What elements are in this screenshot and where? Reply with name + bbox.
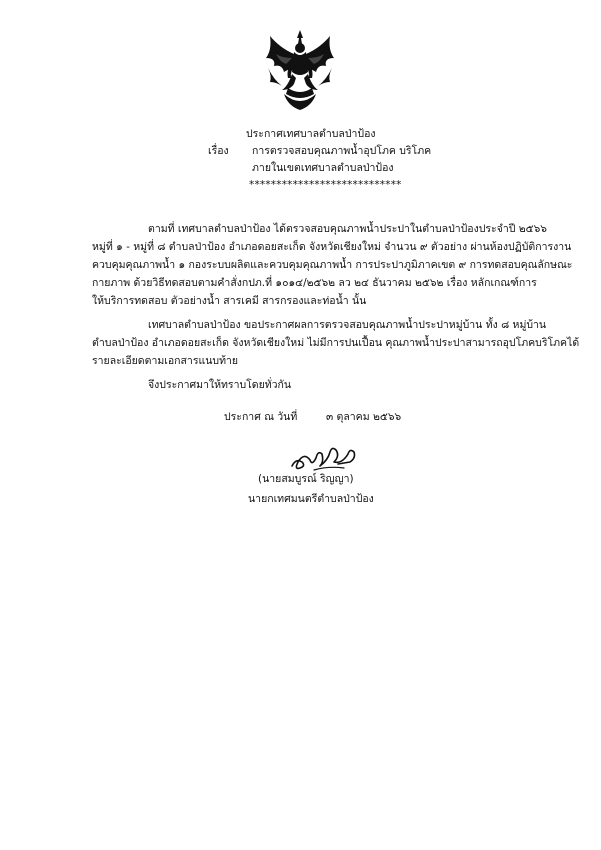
paragraph-line: ควบคุมคุณภาพน้ำ ๑ กองระบบผลิตและควบคุมคุณภาพน้ำ การประปาภูมิภาคเขต ๙ การทดสอบคุณลักษณะ <box>92 259 573 271</box>
document-title: ประกาศเทศบาลตำบลป่าป้อง <box>246 128 376 140</box>
paragraph-line: ตำบลป่าป้อง อำเภอดอยสะเก็ด จังหวัดเชียงใหม่ ไม่มีการปนเปื้อน คุณภาพน้ำประปาสามารถอุปโภคบริโภคได้ <box>92 337 580 349</box>
paragraph-line: ตามที่ เทศบาลตำบลป่าป้อง ได้ตรวจสอบคุณภาพน้ำประปาในตำบลป่าป้องประจำปี ๒๕๖๖ <box>148 223 547 235</box>
paragraph-line: เทศบาลตำบลป่าป้อง ขอประกาศผลการตรวจสอบคุณภาพน้ำประปาหมู่บ้าน ทั้ง ๘ หมู่บ้าน <box>148 319 547 331</box>
garuda-emblem-icon <box>262 28 338 112</box>
signatory-position: นายกเทศมนตรีตำบลป่าป้อง <box>248 493 374 505</box>
subject-label: เรื่อง <box>208 145 229 157</box>
subject-text-continued: ภายในเขตเทศบาลตำบลป่าป้อง <box>252 162 394 174</box>
announced-date-label: ประกาศ ณ วันที่ <box>224 411 298 423</box>
paragraph-line: หมู่ที่ ๑ - หมู่ที่ ๘ ตำบลป่าป้อง อำเภอดอยสะเก็ด จังหวัดเชียงใหม่ จำนวน ๙ ตัวอย่าง ผ่านห้องปฏิบัติการงาน <box>92 241 572 253</box>
paragraph-line: กายภาพ ด้วยวิธีทดสอบตามคำสั่งกปภ.ที่ ๑๐๑๔/๒๕๖๒ ลว ๒๔ ธันวาคม ๒๕๖๒ เรื่อง หลักเกณฑ์การ <box>92 277 537 289</box>
handwritten-signature-icon <box>288 440 362 474</box>
closing-line: จึงประกาศมาให้ทราบโดยทั่วกัน <box>148 379 292 391</box>
paragraph-line: ให้บริการทดสอบ ตัวอย่างน้ำ สารเคมี สารกรองและท่อน้ำ นั้น <box>92 295 367 307</box>
paragraph-line: รายละเอียดตามเอกสารแนบท้าย <box>92 355 239 367</box>
header-divider: **************************** <box>249 179 402 191</box>
announced-date: ๓ ตุลาคม ๒๕๖๖ <box>326 411 402 423</box>
subject-text: การตรวจสอบคุณภาพน้ำอุปโภค บริโภค <box>252 145 432 157</box>
signatory-name: (นายสมบูรณ์ ริญญา) <box>258 473 354 485</box>
